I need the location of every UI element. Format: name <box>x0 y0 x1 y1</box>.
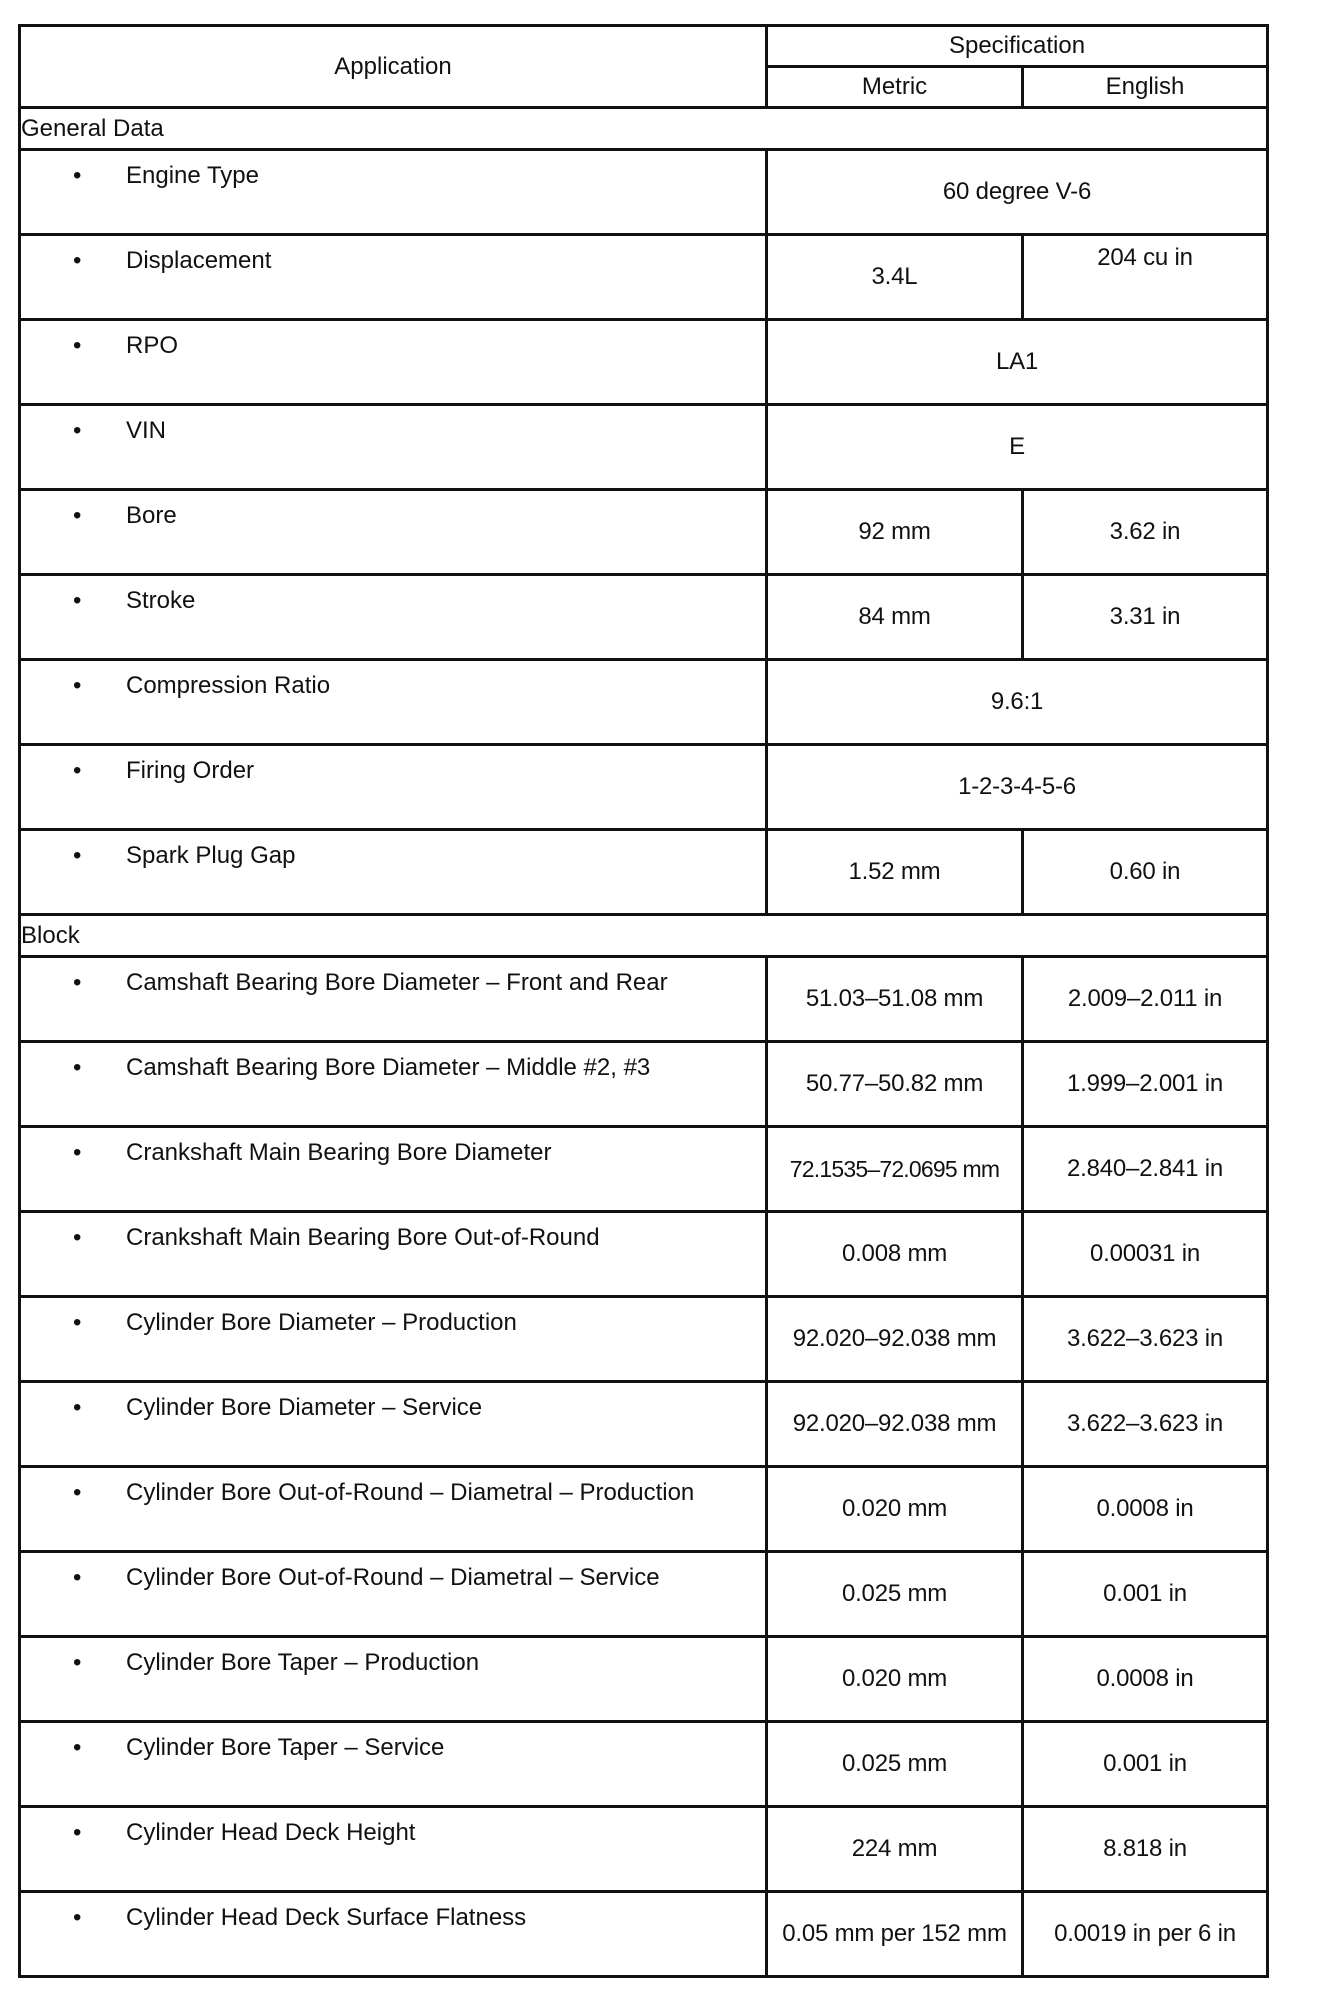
application-cell <box>20 1297 767 1382</box>
bullet-icon: • <box>73 162 82 189</box>
english-value: 3.62 in <box>1023 490 1268 575</box>
table-row <box>20 320 1268 405</box>
metric-value: 224 mm <box>767 1807 1023 1892</box>
english-value: 0.00031 in <box>1023 1212 1268 1297</box>
bullet-icon: • <box>73 757 82 784</box>
application-label: Spark Plug Gap <box>126 842 296 869</box>
metric-value: 0.025 mm <box>767 1552 1023 1637</box>
table-row <box>20 1382 1268 1467</box>
bullet-icon: • <box>73 1649 82 1676</box>
table-row <box>20 957 1268 1042</box>
application-cell <box>20 830 767 915</box>
application-label: Camshaft Bearing Bore Diameter – Middle #2, #3 <box>126 1054 651 1081</box>
metric-value: 0.05 mm per 152 mm <box>767 1892 1023 1977</box>
application-label: Cylinder Bore Out-of-Round – Diametral – Service <box>126 1564 660 1591</box>
bullet-icon: • <box>73 1734 82 1761</box>
table-row <box>20 660 1268 745</box>
metric-value: 51.03–51.08 mm <box>767 957 1023 1042</box>
table-row <box>20 1297 1268 1382</box>
bullet-icon: • <box>73 1564 82 1591</box>
metric-value: 0.020 mm <box>767 1467 1023 1552</box>
bullet-icon: • <box>73 587 82 614</box>
english-value: 0.001 in <box>1023 1552 1268 1637</box>
english-value: 0.60 in <box>1023 830 1268 915</box>
bullet-icon: • <box>73 332 82 359</box>
application-cell <box>20 1212 767 1297</box>
metric-header: Metric <box>767 67 1023 108</box>
metric-value: 1.52 mm <box>767 830 1023 915</box>
application-label: Cylinder Bore Taper – Service <box>126 1734 445 1761</box>
english-value: 3.31 in <box>1023 575 1268 660</box>
application-cell <box>20 150 767 235</box>
application-label: Displacement <box>126 247 272 274</box>
metric-value: 84 mm <box>767 575 1023 660</box>
application-cell <box>20 320 767 405</box>
bullet-icon: • <box>73 969 82 996</box>
metric-value: 3.4L <box>767 235 1023 320</box>
bullet-icon: • <box>73 1224 82 1251</box>
table-row <box>20 1637 1268 1722</box>
english-value: 2.840–2.841 in <box>1023 1127 1268 1212</box>
bullet-icon: • <box>73 502 82 529</box>
specification-value: E <box>767 405 1268 490</box>
section-row <box>20 108 1268 150</box>
application-label: Stroke <box>126 587 196 614</box>
english-value: 204 cu in <box>1023 235 1268 320</box>
bullet-icon: • <box>73 417 82 444</box>
application-label: Engine Type <box>126 162 259 189</box>
bullet-icon: • <box>73 842 82 869</box>
application-label: VIN <box>126 417 167 444</box>
application-label: Cylinder Bore Taper – Production <box>126 1649 480 1676</box>
application-label: Crankshaft Main Bearing Bore Out-of-Round <box>126 1224 600 1251</box>
bullet-icon: • <box>73 1394 82 1421</box>
english-header: English <box>1023 67 1268 108</box>
english-value: 8.818 in <box>1023 1807 1268 1892</box>
specification-value: 60 degree V-6 <box>767 150 1268 235</box>
bullet-icon: • <box>73 1479 82 1506</box>
metric-value: 72.1535–72.0695 mm <box>767 1127 1023 1212</box>
application-label: Compression Ratio <box>126 672 331 699</box>
specification-header: Specification <box>767 26 1268 67</box>
metric-value: 0.020 mm <box>767 1637 1023 1722</box>
table-row <box>20 830 1268 915</box>
table-row <box>20 1212 1268 1297</box>
table-row <box>20 1552 1268 1637</box>
application-label: Crankshaft Main Bearing Bore Diameter <box>126 1139 552 1166</box>
application-label: Cylinder Head Deck Height <box>126 1819 416 1846</box>
metric-value: 0.025 mm <box>767 1722 1023 1807</box>
application-cell <box>20 405 767 490</box>
application-cell <box>20 1042 767 1127</box>
application-label: Bore <box>126 502 177 529</box>
application-cell <box>20 660 767 745</box>
bullet-icon: • <box>73 1904 82 1931</box>
application-label: Cylinder Bore Out-of-Round – Diametral – Production <box>126 1479 695 1506</box>
metric-value: 92.020–92.038 mm <box>767 1297 1023 1382</box>
english-value: 0.001 in <box>1023 1722 1268 1807</box>
table-row <box>20 1467 1268 1552</box>
specification-body <box>20 108 1268 1977</box>
application-cell <box>20 1637 767 1722</box>
english-value: 2.009–2.011 in <box>1023 957 1268 1042</box>
table-row <box>20 405 1268 490</box>
bullet-icon: • <box>73 672 82 699</box>
specification-value: 1-2-3-4-5-6 <box>767 745 1268 830</box>
table-row <box>20 1807 1268 1892</box>
application-cell <box>20 957 767 1042</box>
application-cell <box>20 1892 767 1977</box>
application-label: Cylinder Bore Diameter – Service <box>126 1394 483 1421</box>
bullet-icon: • <box>73 1139 82 1166</box>
application-cell <box>20 575 767 660</box>
section-row <box>20 915 1268 957</box>
application-cell <box>20 1552 767 1637</box>
bullet-icon: • <box>73 247 82 274</box>
metric-value: 0.008 mm <box>767 1212 1023 1297</box>
table-row <box>20 150 1268 235</box>
table-row <box>20 235 1268 320</box>
application-cell <box>20 1722 767 1807</box>
application-cell <box>20 1127 767 1212</box>
application-cell <box>20 1807 767 1892</box>
specification-table <box>18 24 1269 1978</box>
english-value: 1.999–2.001 in <box>1023 1042 1268 1127</box>
application-cell <box>20 490 767 575</box>
section-title: General Data <box>20 108 1268 150</box>
table-row <box>20 745 1268 830</box>
bullet-icon: • <box>73 1819 82 1846</box>
table-row <box>20 1722 1268 1807</box>
english-value: 0.0019 in per 6 in <box>1023 1892 1268 1977</box>
bullet-icon: • <box>73 1309 82 1336</box>
table-row <box>20 1042 1268 1127</box>
application-label: Camshaft Bearing Bore Diameter – Front and Rear <box>126 969 668 996</box>
application-header: Application <box>20 26 767 108</box>
application-cell <box>20 235 767 320</box>
application-label: Firing Order <box>126 757 255 784</box>
application-cell <box>20 1382 767 1467</box>
metric-value: 92.020–92.038 mm <box>767 1382 1023 1467</box>
table-row <box>20 575 1268 660</box>
application-cell <box>20 745 767 830</box>
english-value: 0.0008 in <box>1023 1467 1268 1552</box>
english-value: 3.622–3.623 in <box>1023 1382 1268 1467</box>
application-label: Cylinder Bore Diameter – Production <box>126 1309 517 1336</box>
metric-value: 92 mm <box>767 490 1023 575</box>
specification-value: LA1 <box>767 320 1268 405</box>
specification-value: 9.6:1 <box>767 660 1268 745</box>
english-value: 3.622–3.623 in <box>1023 1297 1268 1382</box>
table-row <box>20 490 1268 575</box>
section-title: Block <box>20 915 1268 957</box>
application-label: RPO <box>126 332 179 359</box>
application-cell <box>20 1467 767 1552</box>
table-row <box>20 1127 1268 1212</box>
english-value: 0.0008 in <box>1023 1637 1268 1722</box>
bullet-icon: • <box>73 1054 82 1081</box>
application-label: Cylinder Head Deck Surface Flatness <box>126 1904 527 1931</box>
table-row <box>20 1892 1268 1977</box>
metric-value: 50.77–50.82 mm <box>767 1042 1023 1127</box>
